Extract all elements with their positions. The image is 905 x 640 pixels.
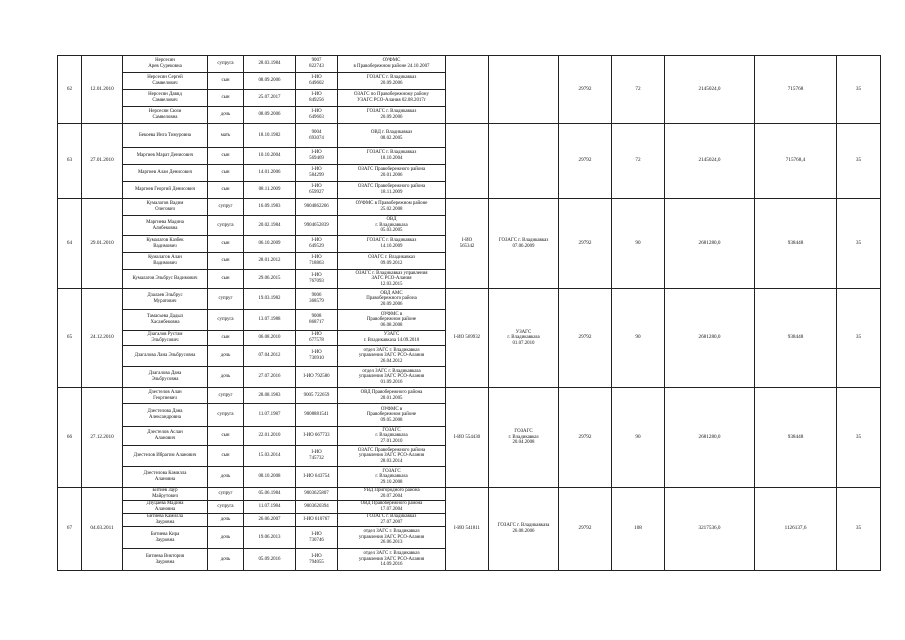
- family-number: 65: [58, 289, 82, 388]
- registration-date: 27.12.2010: [82, 388, 123, 488]
- member-document-issuer: ОЗАГС Правобережного района 20.01.2006: [338, 165, 446, 182]
- member-document-issuer: ОУФМС в Правобережном районе 09.05.2008: [338, 404, 446, 427]
- member-birth-date: 26.06.2007: [244, 514, 296, 527]
- table-row: [58, 488, 881, 501]
- member-role: дочь: [208, 107, 244, 124]
- member-document-issuer: ОВД г. Владикавказ 08.02.2005: [338, 124, 446, 148]
- member-birth-date: 19.03.1982: [244, 289, 296, 310]
- member-birth-date: 08.11.2009: [244, 182, 296, 199]
- member-name: Тамасьева Дадыл Хасанбековна: [123, 310, 208, 331]
- member-role: дочь: [208, 549, 244, 571]
- member-birth-date: 08.09.2006: [244, 73, 296, 90]
- member-name: Нерсесян Сюзи Самвеловна: [123, 107, 208, 124]
- member-name: Маргиев Георгий Денисович: [123, 182, 208, 199]
- member-document-issuer: ГОЗАГС г. Владикавказ 18.10.2004: [338, 148, 446, 165]
- member-birth-date: 20.02.1984: [244, 216, 296, 236]
- subsidy-amount: 938448: [755, 289, 837, 388]
- subsidy-percent: 35: [837, 488, 881, 571]
- member-name: Дзагалов Рустам Эльбрусович: [123, 331, 208, 346]
- member-document: 9003625807: [296, 488, 338, 501]
- certificate-issuer: ГОЗАГС г. Владикавказ 20.04.2008: [489, 388, 559, 488]
- price-per-sqm: 29792: [559, 488, 612, 571]
- member-role: супруг: [208, 488, 244, 501]
- certificate-issuer: ГОЗАГС г. Владикавказ 07.06.2009: [489, 199, 559, 289]
- member-document-issuer: ОЗАГС по Правобережному району УЗАГС РСО-Алания 02.08.2017г: [338, 90, 446, 107]
- member-document: I-ИО 736910: [296, 346, 338, 367]
- member-role: сын: [208, 165, 244, 182]
- member-role: сын: [208, 331, 244, 346]
- member-name: Дзалаев Эльбрус Муратович: [123, 289, 208, 310]
- table-body: [58, 56, 881, 571]
- member-document-issuer: ОЗАГС г. Владикавказ 09.09.2012: [338, 253, 446, 270]
- price-per-sqm: 29792: [559, 124, 612, 199]
- member-name: Нерсесян Сергей Самвелович: [123, 73, 208, 90]
- certificate-number: I-ИО 569932: [446, 289, 489, 388]
- subsidy-percent: 35: [837, 388, 881, 488]
- member-role: сын: [208, 90, 244, 107]
- registration-date: 04.03.2011: [82, 488, 123, 571]
- member-name: Битиева Кира Зауровна: [123, 527, 208, 549]
- member-document-issuer: ГОЗАГС г. Владикавказ 14.10.2009: [338, 236, 446, 253]
- table-row: [58, 56, 881, 73]
- member-document-issuer: УВД Пригородного района 20.07.2004: [338, 488, 446, 501]
- member-document: 9008 868717: [296, 310, 338, 331]
- member-document: I-ИО 649602: [296, 73, 338, 90]
- area-sqm: 90: [612, 199, 665, 289]
- member-document-issuer: ОЗАГС Правобережного района 18.11.2009: [338, 182, 446, 199]
- member-document: I-ИО 649529: [296, 236, 338, 253]
- member-role: сын: [208, 236, 244, 253]
- member-document-issuer: отдел ЗАГС г. Владикавказ управления ЗАГС РСО-Алания 26.06.2013: [338, 527, 446, 549]
- member-document-issuer: ОЗАГС г. Владикавказ управления ЗАГС РСО-Алания 12.03.2015: [338, 270, 446, 289]
- registration-date: 29.01.2010: [82, 199, 123, 289]
- member-name: Дзестелов Ибрагим Аланович: [123, 446, 208, 467]
- subsidy-percent: 35: [837, 199, 881, 289]
- member-role: сын: [208, 427, 244, 446]
- certificate-issuer: [489, 56, 559, 124]
- member-document-issuer: ОЗАГС Правобережного района управления ЗАГС РСО-Алания 28.03.2014: [338, 446, 446, 467]
- member-document-issuer: ОВД Правобережного района 17.07.2004: [338, 501, 446, 514]
- table-row: [58, 289, 881, 310]
- member-document-issuer: ГОЗАГС г. Владикавказ 27.07.2007: [338, 514, 446, 527]
- member-birth-date: 15.03.2014: [244, 446, 296, 467]
- member-name: Кумалагов Казбек Вадимович: [123, 236, 208, 253]
- member-document: 9004 693074: [296, 124, 338, 148]
- certificate-issuer: УЗАГС г. Владикавказа 01.07.2010: [489, 289, 559, 388]
- member-birth-date: 08.09.2006: [244, 107, 296, 124]
- price-per-sqm: 29792: [559, 199, 612, 289]
- member-birth-date: 18.10.1982: [244, 124, 296, 148]
- member-name: Битиева Виктория Зауровна: [123, 549, 208, 571]
- member-role: супруга: [208, 501, 244, 514]
- member-document-issuer: ГОЗАГС г. Владикавказ 20.09.2006: [338, 107, 446, 124]
- member-birth-date: 19.06.2013: [244, 527, 296, 549]
- member-document: I-ИО 849256: [296, 90, 338, 107]
- subsidy-amount: 938448: [755, 388, 837, 488]
- registration-date: 27.01.2010: [82, 124, 123, 199]
- member-birth-date: 28.08.1983: [244, 388, 296, 404]
- member-birth-date: 06.10.2009: [244, 236, 296, 253]
- member-name: Кумалагов Эльбрус Вадимович: [123, 270, 208, 289]
- total-amount: 2145024,0: [665, 56, 755, 124]
- member-document: I-ИО 745732: [296, 446, 338, 467]
- member-name: Маргиев Марат Денисович: [123, 148, 208, 165]
- member-role: супруг: [208, 289, 244, 310]
- member-name: Кумалагов Алан Вадимович: [123, 253, 208, 270]
- member-role: сын: [208, 73, 244, 90]
- member-document-issuer: отдел ЗАГС г. Владикавказа управления ЗАГС РСО-Алания 01.09.2016: [338, 367, 446, 388]
- member-document: I-ИО 667733: [296, 427, 338, 446]
- subsidy-amount: 715768,4: [755, 124, 837, 199]
- area-sqm: 72: [612, 56, 665, 124]
- member-birth-date: 27.07.2016: [244, 367, 296, 388]
- member-document-issuer: ОВД Правобережного района 28.01.2005: [338, 388, 446, 404]
- member-document-issuer: ГОЗАГС г. Владикавказа 29.10.2008: [338, 467, 446, 488]
- certificate-issuer: ГОЗАГС г. Владикавказа 26.08.2006: [489, 488, 559, 571]
- member-document: 9006 368579: [296, 289, 338, 310]
- member-birth-date: 07.04.2012: [244, 346, 296, 367]
- area-sqm: 90: [612, 388, 665, 488]
- member-role: супруг: [208, 199, 244, 216]
- member-document: I-ИО 792580: [296, 367, 338, 388]
- member-name: Маргиев Алан Денисович: [123, 165, 208, 182]
- certificate-number: [446, 124, 489, 199]
- subsidy-amount: 1126137,6: [755, 488, 837, 571]
- member-document: 9007 822743: [296, 56, 338, 73]
- member-name: Нерсесян Арев Сурековна: [123, 56, 208, 73]
- certificate-number: I-ИО 565342: [446, 199, 489, 289]
- member-birth-date: 06.08.2010: [244, 331, 296, 346]
- registration-date: 24.12.2010: [82, 289, 123, 388]
- member-birth-date: 29.06.2015: [244, 270, 296, 289]
- member-document-issuer: ОВД г. Владикавказа 05.03.2005: [338, 216, 446, 236]
- member-role: мать: [208, 124, 244, 148]
- member-document: I-ИО 718863: [296, 253, 338, 270]
- member-role: дочь: [208, 346, 244, 367]
- member-document-issuer: ГОЗАГС г. Владикавказ 20.09.2006: [338, 73, 446, 90]
- total-amount: 2145024,0: [665, 124, 755, 199]
- subsidy-percent: 35: [837, 124, 881, 199]
- total-amount: 2681280,0: [665, 388, 755, 488]
- registration-date: 12.01.2010: [82, 56, 123, 124]
- member-document: I-ИО 610767: [296, 514, 338, 527]
- families-register-table: [57, 55, 881, 571]
- family-number: 63: [58, 124, 82, 199]
- area-sqm: 72: [612, 124, 665, 199]
- member-document: I-ИО 677578: [296, 331, 338, 346]
- member-role: дочь: [208, 367, 244, 388]
- member-name: Дзагалова Лана Эльбрусовна: [123, 346, 208, 367]
- member-birth-date: 08.10.2008: [244, 467, 296, 488]
- member-name: Маргиева Мадина Алибековна: [123, 216, 208, 236]
- member-role: сын: [208, 253, 244, 270]
- member-name: Дзуцаева Мадина Алановна: [123, 501, 208, 514]
- member-document: 9003620394: [296, 501, 338, 514]
- subsidy-amount: 938448: [755, 199, 837, 289]
- member-name: Дзестелова Дана Александровна: [123, 404, 208, 427]
- member-birth-date: 11.07.1984: [244, 501, 296, 514]
- member-role: сын: [208, 182, 244, 199]
- member-document: I-ИО 794055: [296, 549, 338, 571]
- area-sqm: 108: [612, 488, 665, 571]
- member-birth-date: 05.06.1984: [244, 488, 296, 501]
- member-birth-date: 28.03.1984: [244, 56, 296, 73]
- total-amount: 2681280,0: [665, 289, 755, 388]
- price-per-sqm: 29792: [559, 388, 612, 488]
- member-document: I-ИО 730746: [296, 527, 338, 549]
- member-role: сын: [208, 148, 244, 165]
- member-birth-date: 14.01.2006: [244, 165, 296, 182]
- member-name: Дзестелов Аслан Аланович: [123, 427, 208, 446]
- member-birth-date: 05.09.2016: [244, 549, 296, 571]
- member-name: Дзестелов Алан Георгиевич: [123, 388, 208, 404]
- member-role: супруга: [208, 404, 244, 427]
- member-document-issuer: ОВД АМС Правобережного района 20.09.2006: [338, 289, 446, 310]
- table-row: [58, 124, 881, 148]
- member-birth-date: 13.07.1988: [244, 310, 296, 331]
- member-document-issuer: отдел ЗАГС г. Владикавказ управления ЗАГС РСО-Алания 26.04.2012: [338, 346, 446, 367]
- families-register-sheet: [57, 55, 860, 571]
- member-document: I-ИО 659927: [296, 182, 338, 199]
- subsidy-percent: 35: [837, 289, 881, 388]
- member-name: Дзестелова Камилла Алановна: [123, 467, 208, 488]
- member-name: Кумалагов Вадим Олегович: [123, 199, 208, 216]
- member-role: супруга: [208, 216, 244, 236]
- member-birth-date: 28.01.2012: [244, 253, 296, 270]
- member-role: супруга: [208, 310, 244, 331]
- member-role: супруг: [208, 388, 244, 404]
- member-birth-date: 10.10.2004: [244, 148, 296, 165]
- member-name: Битиев Заур Майрутович: [123, 488, 208, 501]
- member-document-issuer: ОУФМС в Правобережном районе 25.02.2008: [338, 199, 446, 216]
- total-amount: 3217536,0: [665, 488, 755, 571]
- total-amount: 2681280,0: [665, 199, 755, 289]
- member-document: 9904652839: [296, 216, 338, 236]
- member-birth-date: 25.07.2017: [244, 90, 296, 107]
- member-name: Бекоева Инга Тимуровна: [123, 124, 208, 148]
- member-name: Нерсесян Давид Самвелович: [123, 90, 208, 107]
- member-role: дочь: [208, 514, 244, 527]
- member-document: 9005 722659: [296, 388, 338, 404]
- member-document-issuer: ОУФМС в Правобережном районе 24.10.2007: [338, 56, 446, 73]
- table-row: [58, 388, 881, 404]
- subsidy-percent: 35: [837, 56, 881, 124]
- price-per-sqm: 29792: [559, 289, 612, 388]
- member-document: 9004862266: [296, 199, 338, 216]
- member-birth-date: 11.07.1987: [244, 404, 296, 427]
- certificate-number: [446, 56, 489, 124]
- member-name: Битиева Камилла Зауровна: [123, 514, 208, 527]
- member-birth-date: 22.01.2010: [244, 427, 296, 446]
- member-birth-date: 16.09.1983: [244, 199, 296, 216]
- member-document: 9008881541: [296, 404, 338, 427]
- family-number: 66: [58, 388, 82, 488]
- member-role: дочь: [208, 527, 244, 549]
- member-document: I-ИО 767093: [296, 270, 338, 289]
- member-document-issuer: ГОЗАГС г. Владикавказа 27.01.2010: [338, 427, 446, 446]
- member-document: I-ИО 584299: [296, 165, 338, 182]
- member-document: I-ИО 569469: [296, 148, 338, 165]
- member-document-issuer: отдел ЗАГС г. Владикавказ управления ЗАГС РСО-Алания 14.09.2016: [338, 549, 446, 571]
- family-number: 62: [58, 56, 82, 124]
- certificate-number: I-ИО 554430: [446, 388, 489, 488]
- member-role: сын: [208, 270, 244, 289]
- subsidy-amount: 715768: [755, 56, 837, 124]
- member-document-issuer: ОУФМС в Правобережном районе 06.08.2008: [338, 310, 446, 331]
- area-sqm: 90: [612, 289, 665, 388]
- member-document: I-ИО 643754: [296, 467, 338, 488]
- certificate-issuer: [489, 124, 559, 199]
- member-document-issuer: УЗАГС г. Владикавказа 14.09.2010: [338, 331, 446, 346]
- certificate-number: I-ИО 541811: [446, 488, 489, 571]
- member-document: I-ИО 649603: [296, 107, 338, 124]
- table-row: [58, 199, 881, 216]
- family-number: 67: [58, 488, 82, 571]
- family-number: 64: [58, 199, 82, 289]
- member-role: супруга: [208, 56, 244, 73]
- price-per-sqm: 29792: [559, 56, 612, 124]
- member-role: дочь: [208, 467, 244, 488]
- member-role: сын: [208, 446, 244, 467]
- member-name: Дзагалова Дана Эльбрусовна: [123, 367, 208, 388]
